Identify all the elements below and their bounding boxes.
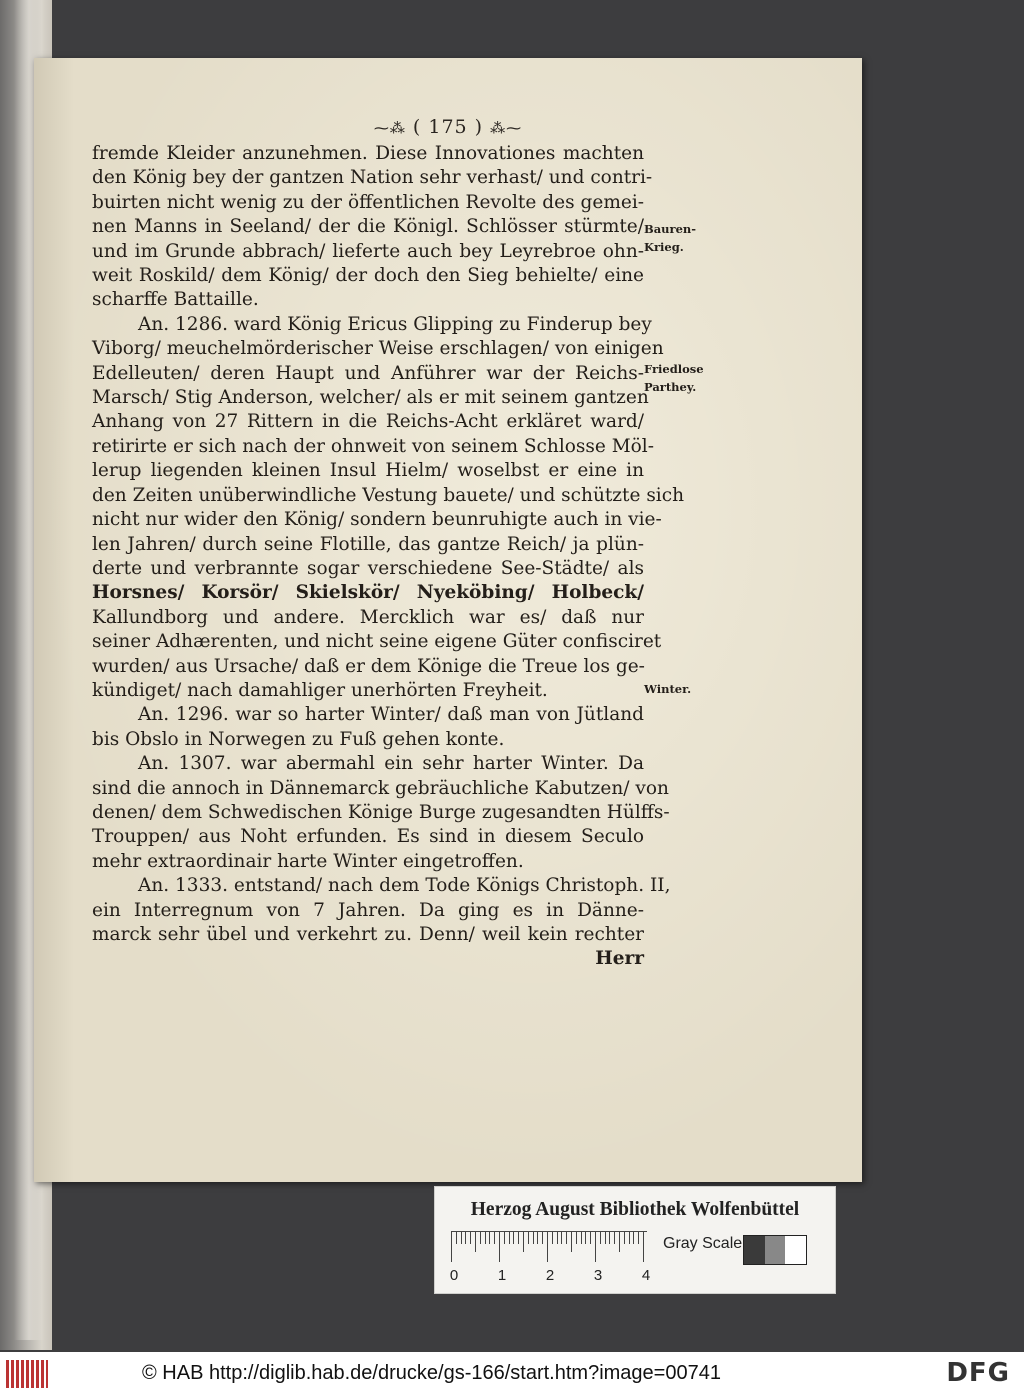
ruler-tick	[605, 1232, 606, 1244]
ruler-tick	[480, 1232, 481, 1244]
margin-note: Krieg.	[644, 240, 684, 254]
ruler-tick	[451, 1232, 452, 1262]
color-calibration-card	[434, 1186, 836, 1294]
text-line: Horsnes/ Korsör/ Skielskör/ Nyeköbing/ Holbeck/	[92, 582, 644, 604]
text-line: und im Grunde abbrach/ lieferte auch bey Leyrebroe ohn-	[92, 240, 644, 262]
text-line: An. 1286. ward König Ericus Glipping zu Finderup bey	[138, 313, 652, 335]
text-line: denen/ dem Schwedischen Könige Burge zugesandten Hülffs-	[92, 801, 670, 823]
ruler-tick	[585, 1232, 586, 1244]
book-page	[34, 58, 862, 1182]
margin-note: Winter.	[644, 682, 692, 696]
ruler-tick	[528, 1232, 529, 1244]
text-line: scharffe Battaille.	[92, 289, 259, 311]
text-line: weit Roskild/ dem König/ der doch den Sieg behielte/ eine	[92, 265, 644, 287]
text-line: mehr extraordinair harte Winter eingetroffen.	[92, 850, 524, 872]
ruler-tick	[561, 1232, 562, 1244]
ruler-tick	[638, 1232, 639, 1244]
ruler-tick	[600, 1232, 601, 1244]
ruler-tick	[552, 1232, 553, 1244]
measurement-ruler	[451, 1231, 647, 1262]
text-line: fremde Kleider anzunehmen. Diese Innovationes machten	[92, 143, 644, 164]
text-line: Viborg/ meuchelmörderischer Weise erschlagen/ von einigen	[92, 338, 664, 360]
text-line: lerup liegenden kleinen Insul Hielm/ woselbst er eine in	[92, 460, 644, 482]
ruler-tick	[542, 1232, 543, 1244]
ruler-tick	[475, 1232, 476, 1252]
catchword: Herr	[595, 948, 644, 970]
text-line: kündiget/ nach damahliger unerhörten Freyheit.	[92, 679, 548, 701]
gray-swatch	[785, 1236, 806, 1264]
ruler-tick	[533, 1232, 534, 1244]
gray-scale-swatches	[743, 1235, 807, 1265]
text-line: nicht nur wider den König/ sondern beunruhigte auch in vie-	[92, 509, 662, 531]
text-line: ein Interregnum von 7 Jahren. Da ging es in Dänne-	[92, 899, 644, 921]
dfg-logo: DFG	[946, 1358, 1010, 1388]
ruler-tick	[571, 1232, 572, 1252]
text-line: Edelleuten/ deren Haupt und Anführer war der Reichs-	[92, 362, 644, 384]
ruler-tick	[614, 1232, 615, 1244]
text-line: buirten nicht wenig zu der öffentlichen Revolte des gemei-	[92, 191, 644, 213]
text-line: seiner Adhærenten, und nicht seine eigene Güter confisciret	[92, 631, 662, 653]
ruler-tick	[456, 1232, 457, 1244]
ruler-tick	[590, 1232, 591, 1244]
ruler-tick	[633, 1232, 634, 1244]
text-line: den Zeiten unüberwindliche Vestung bauete/ und schützte sich	[92, 484, 684, 506]
ruler-tick	[499, 1232, 500, 1262]
ruler-tick	[537, 1232, 538, 1244]
margin-note: Parthey.	[644, 380, 697, 394]
gray-swatch	[765, 1236, 786, 1264]
text-line: bis Obslo in Norwegen zu Fuß gehen konte.	[92, 728, 505, 750]
ruler-tick	[465, 1232, 466, 1244]
text-line: Marsch/ Stig Anderson, welcher/ als er mit seinem gantzen	[92, 387, 649, 409]
ruler-tick	[489, 1232, 490, 1244]
ruler-number: 3	[593, 1267, 603, 1284]
card-title: Herzog August Bibliothek Wolfenbüttel	[470, 1199, 800, 1220]
ruler-tick	[509, 1232, 510, 1244]
ruler-tick	[557, 1232, 558, 1244]
ruler-tick	[619, 1232, 620, 1252]
page-number: ( 175 )	[412, 116, 484, 138]
gray-swatch	[744, 1236, 765, 1264]
ruler-tick	[576, 1232, 577, 1244]
ruler-tick	[504, 1232, 505, 1244]
ruler-tick	[566, 1232, 567, 1244]
text-line: An. 1307. war abermahl ein sehr harter Winter. Da	[138, 753, 644, 775]
text-line: derte und verbrannte sogar verschiedene See-Städte/ als	[92, 557, 644, 579]
ruler-tick	[609, 1232, 610, 1244]
header-ornament-right: ⁂⁓	[490, 119, 523, 137]
page-number-header	[34, 116, 862, 138]
text-line: sind die annoch in Dännemarck gebräuchliche Kabutzen/ von	[92, 777, 669, 799]
text-line: len Jahren/ durch seine Flotille, das gantze Reich/ ja plün-	[92, 533, 644, 555]
text-line: marck sehr übel und verkehrt zu. Denn/ weil kein rechter	[92, 924, 644, 945]
text-line: Kallundborg und andere. Mercklich war es/ daß nur	[92, 606, 644, 628]
text-line: wurden/ aus Ursache/ daß er dem Könige die Treue los ge-	[92, 655, 645, 677]
ruler-tick	[513, 1232, 514, 1244]
ruler-tick	[523, 1232, 524, 1252]
ruler-number: 4	[641, 1267, 651, 1284]
ruler-tick	[629, 1232, 630, 1244]
text-line: retirirte er sich nach der ohnweit von seinem Schlosse Möl-	[92, 435, 654, 457]
ruler-tick	[547, 1232, 548, 1262]
text-line: Anhang von 27 Rittern in die Reichs-Acht erkläret ward/	[92, 411, 644, 433]
ruler-tick	[461, 1232, 462, 1244]
ruler-tick	[470, 1232, 471, 1244]
gray-scale-label: Gray Scale	[663, 1235, 743, 1252]
ruler-tick	[595, 1232, 596, 1262]
barcode-icon	[6, 1360, 48, 1388]
margin-note: Friedlose	[644, 362, 704, 376]
ruler-number: 0	[449, 1267, 459, 1284]
ruler-number: 1	[497, 1267, 507, 1284]
ruler-tick	[624, 1232, 625, 1244]
text-line: An. 1296. war so harter Winter/ daß man von Jütland	[138, 704, 644, 726]
footer-bar	[0, 1352, 1024, 1397]
header-ornament-left: ⁓⁂	[373, 119, 406, 137]
ruler-tick	[581, 1232, 582, 1244]
ruler-tick	[643, 1232, 644, 1262]
ruler-tick	[518, 1232, 519, 1244]
ruler-number: 2	[545, 1267, 555, 1284]
text-line: An. 1333. entstand/ nach dem Tode Königs Christoph. II,	[138, 875, 671, 897]
copyright-url[interactable]: © HAB http://diglib.hab.de/drucke/gs-166/start.htm?image=00741	[142, 1362, 721, 1384]
text-line: Trouppen/ aus Noht erfunden. Es sind in diesem Seculo	[92, 826, 644, 848]
margin-note: Bauren-	[644, 222, 697, 236]
text-line: nen Manns in Seeland/ der die Königl. Schlösser stürmte/	[92, 216, 644, 238]
text-line: den König bey der gantzen Nation sehr verhast/ und contri-	[92, 167, 653, 189]
ruler-tick	[494, 1232, 495, 1244]
ruler-tick	[485, 1232, 486, 1244]
